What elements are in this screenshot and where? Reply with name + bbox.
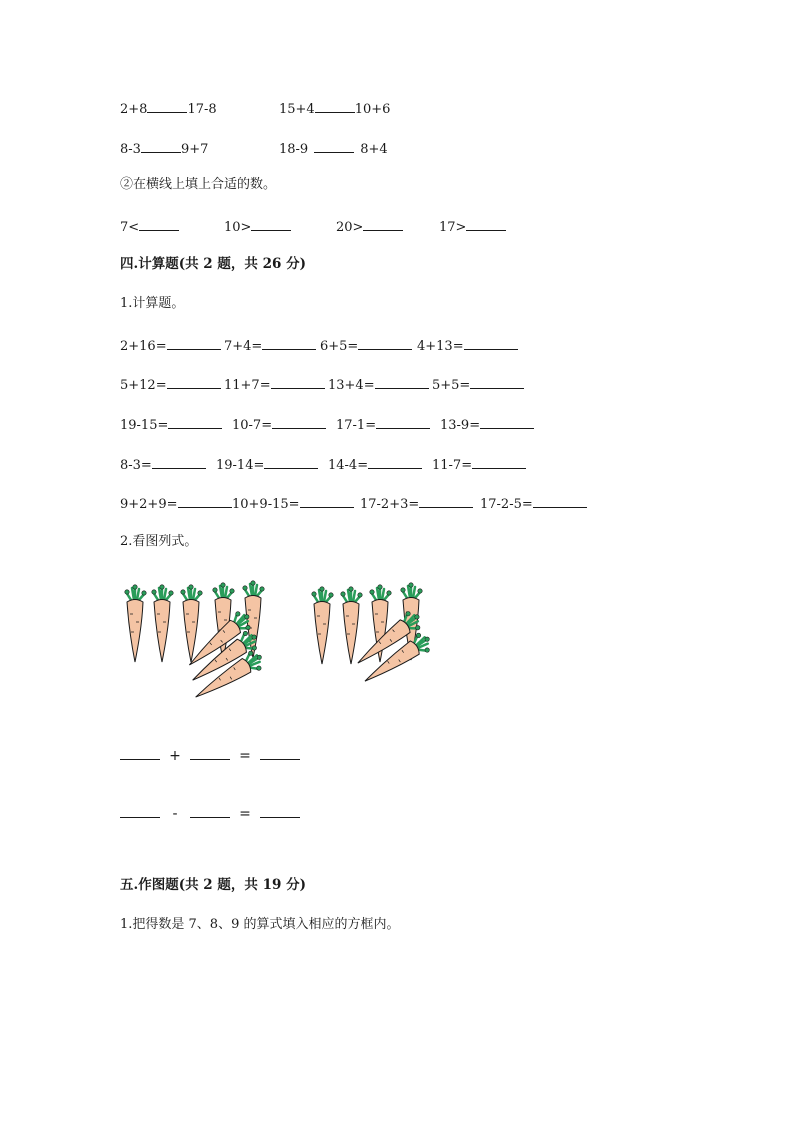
compare-left: 15+4 xyxy=(279,102,315,117)
answer-blank[interactable] xyxy=(264,456,318,469)
answer-blank[interactable] xyxy=(251,218,291,231)
calc-item xyxy=(224,337,316,353)
answer-blank[interactable] xyxy=(190,749,230,760)
answer-blank[interactable] xyxy=(190,807,230,818)
answer-blank[interactable] xyxy=(139,218,179,231)
calc-expr: 11-7= xyxy=(432,458,473,473)
compare-left: 18-9 xyxy=(279,142,309,157)
calc-item xyxy=(417,337,518,353)
calc-expr: 19-14= xyxy=(216,458,265,473)
answer-blank[interactable] xyxy=(419,495,473,508)
fill-label: 7< xyxy=(120,220,140,235)
carrot-icon xyxy=(125,585,146,662)
answer-blank[interactable] xyxy=(260,807,300,818)
compare-row-1-col-1 xyxy=(120,100,217,116)
answer-blank[interactable] xyxy=(120,807,160,818)
calc-expr: 17-2+3= xyxy=(360,497,420,512)
answer-blank[interactable] xyxy=(262,337,316,350)
carrot-icon xyxy=(341,587,362,664)
calc-item xyxy=(216,456,318,472)
compare-left: 2+8 xyxy=(120,102,148,117)
addition-equation xyxy=(120,748,300,764)
plus-sign: + xyxy=(169,748,181,764)
answer-blank[interactable] xyxy=(120,749,160,760)
answer-blank[interactable] xyxy=(533,495,587,508)
answer-blank[interactable] xyxy=(167,337,221,350)
calc-item xyxy=(432,376,524,392)
section-4-heading: 四.计算题(共 2 题，共 26 分) xyxy=(120,256,306,272)
question-2-label: 2.看图列式。 xyxy=(120,534,198,549)
calc-expr: 14-4= xyxy=(328,458,369,473)
carrot-icon xyxy=(181,585,202,662)
answer-blank[interactable] xyxy=(271,376,325,389)
calc-expr: 9+2+9= xyxy=(120,497,178,512)
calc-item xyxy=(328,456,422,472)
carrots-illustration xyxy=(115,580,445,710)
compare-right: 17-8 xyxy=(187,102,217,117)
calc-item xyxy=(120,416,222,432)
compare-row-2-col-2 xyxy=(279,140,388,156)
compare-right: 10+6 xyxy=(354,102,391,117)
calc-expr: 8-3= xyxy=(120,458,152,473)
calc-item xyxy=(232,416,326,432)
answer-blank[interactable] xyxy=(260,749,300,760)
calc-item xyxy=(432,456,526,472)
compare-row-2-col-1 xyxy=(120,140,208,156)
calc-expr: 5+5= xyxy=(432,378,471,393)
calc-expr: 11+7= xyxy=(224,378,271,393)
calc-item xyxy=(328,376,429,392)
calc-item xyxy=(320,337,412,353)
calc-item xyxy=(120,456,206,472)
calc-expr: 13-9= xyxy=(440,418,481,433)
calc-expr: 5+12= xyxy=(120,378,167,393)
calc-item xyxy=(120,337,221,353)
section-5-heading: 五.作图题(共 2 题，共 19 分) xyxy=(120,877,306,893)
compare-row-1-col-2 xyxy=(279,100,390,116)
calc-expr: 10+9-15= xyxy=(232,497,300,512)
fill-item xyxy=(336,218,403,234)
compare-right: 8+4 xyxy=(360,142,388,157)
fill-instruction: ②在横线上填上合适的数。 xyxy=(120,177,277,192)
compare-left: 8-3 xyxy=(120,142,141,157)
fill-label: 10> xyxy=(224,220,252,235)
answer-blank[interactable] xyxy=(167,376,221,389)
answer-blank[interactable] xyxy=(358,337,412,350)
answer-blank[interactable] xyxy=(376,416,430,429)
calc-item xyxy=(120,495,232,511)
calc-expr: 13+4= xyxy=(328,378,375,393)
equals-sign: = xyxy=(239,806,251,822)
calc-item xyxy=(336,416,430,432)
calc-item xyxy=(224,376,325,392)
calc-item xyxy=(232,495,354,511)
minus-sign: - xyxy=(172,806,178,822)
answer-blank[interactable] xyxy=(480,416,534,429)
section-5-question-1: 1.把得数是 7、8、9 的算式填入相应的方框内。 xyxy=(120,917,400,932)
fill-item xyxy=(439,218,506,234)
answer-blank[interactable] xyxy=(300,495,354,508)
carrot-icon xyxy=(152,585,173,662)
fill-label: 20> xyxy=(336,220,364,235)
calc-item xyxy=(440,416,534,432)
question-1-label: 1.计算题。 xyxy=(120,296,185,311)
calc-expr: 17-2-5= xyxy=(480,497,533,512)
answer-blank[interactable] xyxy=(472,456,526,469)
calc-expr: 2+16= xyxy=(120,339,167,354)
answer-blank[interactable] xyxy=(168,416,222,429)
calc-expr: 17-1= xyxy=(336,418,377,433)
answer-blank[interactable] xyxy=(152,456,206,469)
answer-blank[interactable] xyxy=(470,376,524,389)
answer-blank[interactable] xyxy=(466,218,506,231)
subtraction-equation xyxy=(120,806,300,822)
calc-expr: 10-7= xyxy=(232,418,273,433)
calc-expr: 19-15= xyxy=(120,418,169,433)
answer-blank[interactable] xyxy=(314,140,354,153)
answer-blank[interactable] xyxy=(147,100,187,113)
answer-blank[interactable] xyxy=(375,376,429,389)
answer-blank[interactable] xyxy=(178,495,232,508)
calc-expr: 7+4= xyxy=(224,339,263,354)
calc-expr: 4+13= xyxy=(417,339,464,354)
calc-item xyxy=(480,495,587,511)
answer-blank[interactable] xyxy=(141,140,181,153)
carrot-icon xyxy=(312,587,333,664)
answer-blank[interactable] xyxy=(368,456,422,469)
fill-label: 17> xyxy=(439,220,467,235)
calc-item xyxy=(360,495,473,511)
fill-item xyxy=(120,218,179,234)
answer-blank[interactable] xyxy=(315,100,355,113)
fill-item xyxy=(224,218,291,234)
answer-blank[interactable] xyxy=(363,218,403,231)
compare-right: 9+7 xyxy=(180,142,209,157)
answer-blank[interactable] xyxy=(272,416,326,429)
calc-item xyxy=(120,376,221,392)
calc-expr: 6+5= xyxy=(320,339,359,354)
answer-blank[interactable] xyxy=(464,337,518,350)
equals-sign: = xyxy=(239,748,251,764)
